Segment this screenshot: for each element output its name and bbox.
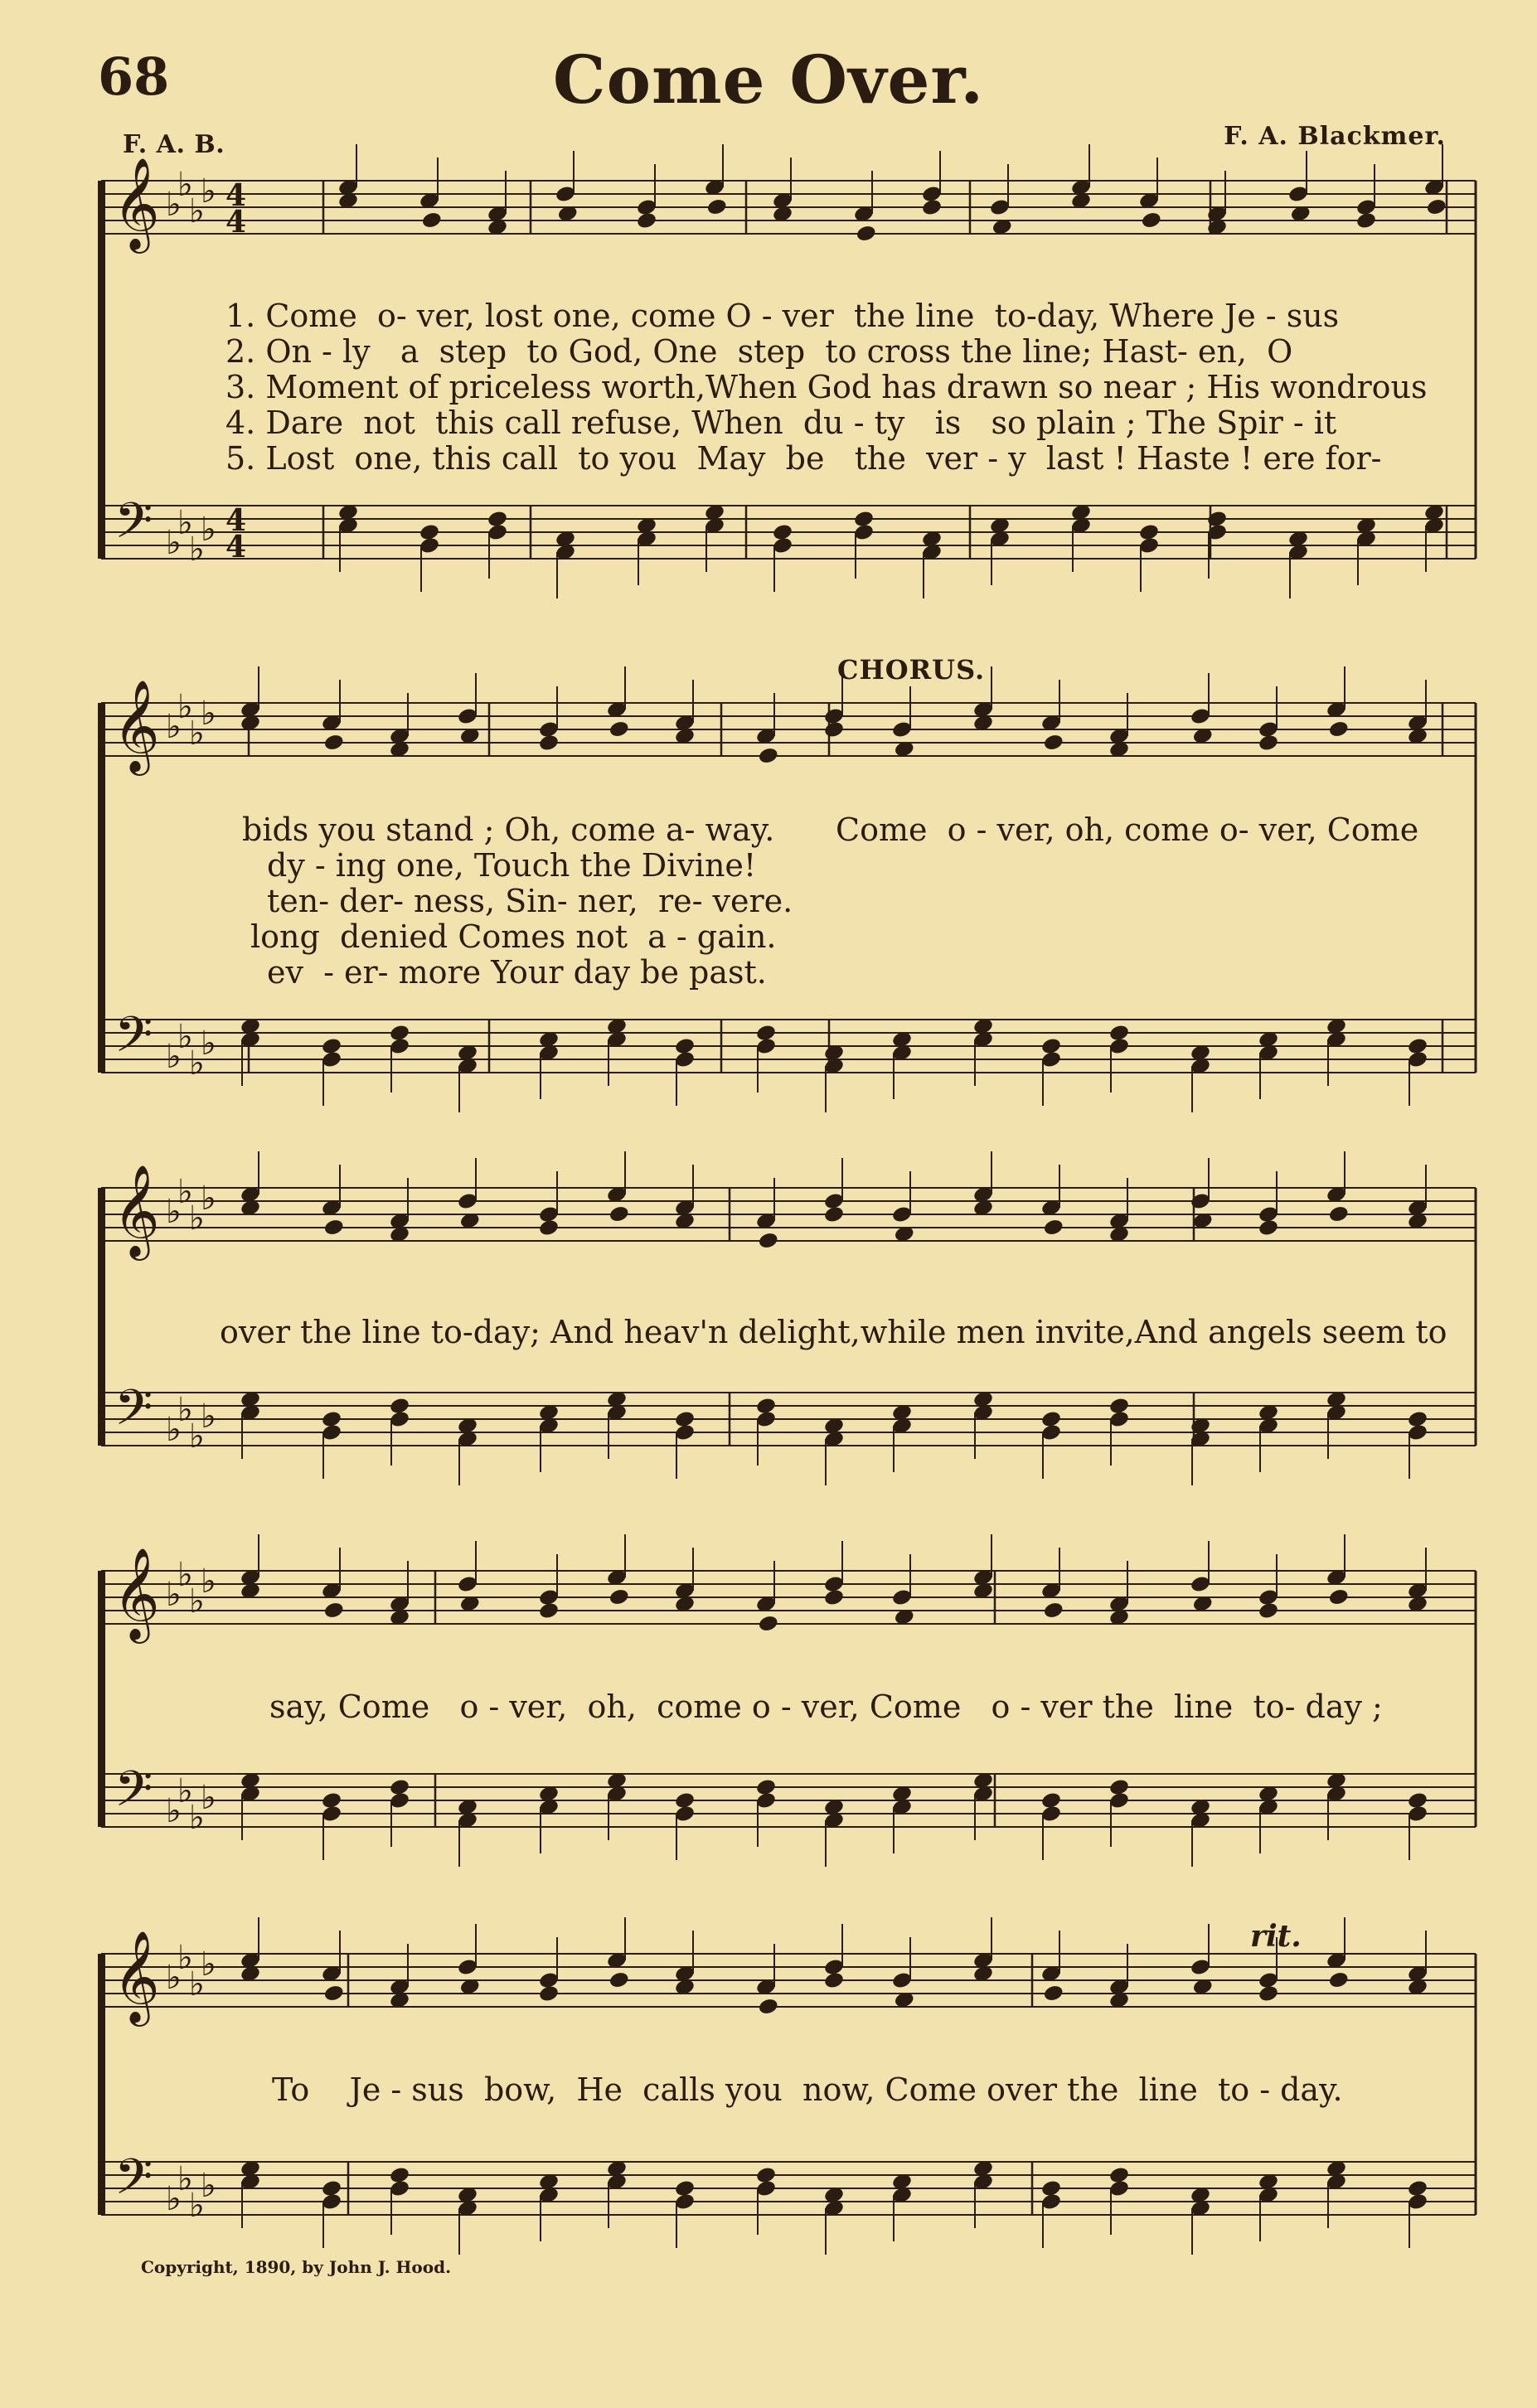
hymn-title: Come Over.	[552, 41, 985, 119]
notehead	[421, 211, 443, 230]
notehead	[823, 1971, 845, 1990]
flat-icon: ♭	[177, 2160, 193, 2198]
notehead	[1043, 1601, 1064, 1620]
notehead	[758, 1997, 779, 2016]
flat-icon: ♭	[201, 695, 216, 733]
flat-icon: ♭	[201, 172, 216, 211]
notehead	[608, 1587, 630, 1606]
verse-line-5: 5. Lost one, this call to you May be the ver - y last ! Haste ! ere for-	[225, 440, 1382, 477]
flat-icon: ♭	[166, 2180, 182, 2218]
notehead	[921, 198, 943, 217]
notehead	[1328, 1587, 1350, 1606]
notehead	[823, 1588, 845, 1607]
verse-end-5: ev - er- more Your day be past.	[267, 954, 767, 991]
flat-icon: ♭	[166, 186, 182, 224]
verse-end-4: long denied Comes not a - gain.	[250, 918, 777, 955]
flat-icon: ♭	[189, 1044, 205, 1083]
flat-icon: ♭	[201, 1945, 216, 1984]
flat-icon: ♭	[189, 715, 205, 753]
verse-line-1: 1. Come o- ver, lost one, come O - ver the line to-day, Where Je - sus	[225, 298, 1340, 334]
flat-icon: ♭	[201, 511, 216, 549]
treble-clef-icon: 𝄞	[113, 1164, 160, 1257]
notehead	[1328, 1970, 1350, 1989]
flat-icon: ♭	[177, 1018, 193, 1056]
flat-icon: ♭	[177, 504, 193, 542]
flat-icon: ♭	[166, 1792, 182, 1830]
flat-icon: ♭	[189, 1965, 205, 2003]
notehead	[758, 1614, 779, 1633]
flat-icon: ♭	[177, 1173, 193, 1211]
chorus-lyric-2: say, Come o - ver, oh, come o - ver, Come o - ver the line to- day ;	[269, 1689, 1383, 1725]
notehead	[1043, 1984, 1064, 2003]
flat-icon: ♭	[166, 1193, 182, 1231]
notehead	[1258, 1601, 1279, 1621]
notehead	[1328, 719, 1350, 739]
flat-icon: ♭	[189, 1199, 205, 1238]
notehead	[538, 1219, 560, 1238]
verse-end-3: ten- der- ness, Sin- ner, re- vere.	[267, 883, 793, 919]
notehead	[323, 1601, 345, 1620]
flat-icon: ♭	[201, 1779, 216, 1817]
time-signature-digit: 4	[225, 530, 247, 564]
time-signature-digit: 4	[225, 205, 247, 240]
notehead	[1426, 197, 1447, 216]
chorus-lyric-3: To Je - sus bow, He calls you now, Come over the line to - day.	[272, 2071, 1343, 2108]
chorus-start-lyric: Come o - ver, oh, come o- ver, Come	[836, 812, 1419, 848]
notehead	[538, 1601, 560, 1621]
verse-end-1: bids you stand ; Oh, come a- way.	[242, 812, 775, 848]
notehead	[323, 733, 345, 752]
notehead	[1141, 211, 1162, 230]
notehead	[1258, 734, 1279, 753]
verse-line-3: 3. Moment of priceless worth,When God has drawn so near ; His wondrous	[225, 369, 1428, 405]
flat-icon: ♭	[189, 1799, 205, 1837]
treble-clef-icon: 𝄞	[113, 1930, 160, 2023]
system-bracket-3	[98, 1188, 105, 1446]
notehead	[1355, 211, 1377, 230]
treble-clef-icon: 𝄞	[113, 157, 160, 250]
treble-clef-icon: 𝄞	[113, 1547, 160, 1640]
notehead	[1328, 1204, 1350, 1223]
verse-end-2: dy - ing one, Touch the Divine!	[267, 847, 757, 884]
flat-icon: ♭	[189, 531, 205, 569]
treble-clef-icon: 𝄞	[113, 679, 160, 772]
bass-clef-icon: 𝄢	[114, 1005, 153, 1075]
notehead	[1258, 1219, 1279, 1238]
system-bracket-5	[98, 1954, 105, 2215]
lyricist-credit: F. A. B.	[123, 130, 225, 159]
flat-icon: ♭	[177, 688, 193, 726]
flat-icon: ♭	[166, 1959, 182, 1997]
flat-icon: ♭	[166, 1411, 182, 1449]
ritardando-mark: rit.	[1250, 1919, 1302, 1954]
notehead	[323, 1984, 345, 2003]
verse-line-2: 2. On - ly a step to God, One step to cross the line; Hast- en, O	[225, 333, 1293, 370]
notehead	[823, 1205, 845, 1224]
time-signature-digit: 4	[225, 503, 247, 538]
notehead	[636, 211, 657, 230]
flat-icon: ♭	[166, 708, 182, 746]
notehead	[856, 224, 877, 243]
chorus-label: CHORUS.	[837, 654, 986, 686]
notehead	[538, 1984, 560, 2003]
flat-icon: ♭	[177, 1939, 193, 1977]
flat-icon: ♭	[201, 1025, 216, 1063]
treble-staff-1	[101, 181, 1476, 234]
flat-icon: ♭	[166, 524, 182, 562]
flat-icon: ♭	[201, 1398, 216, 1436]
flat-icon: ♭	[177, 1556, 193, 1594]
flat-icon: ♭	[189, 1417, 205, 1456]
composer-credit: F. A. Blackmer.	[1224, 122, 1446, 151]
time-signature-digit: 4	[225, 178, 247, 213]
notehead	[608, 719, 630, 739]
page-number: 68	[98, 46, 170, 107]
notehead	[538, 734, 560, 753]
flat-icon: ♭	[201, 1180, 216, 1218]
system-bracket-4	[98, 1571, 105, 1827]
flat-icon: ♭	[189, 2187, 205, 2225]
bass-clef-icon: 𝄢	[114, 1760, 153, 1829]
notehead	[706, 197, 728, 216]
flat-icon: ♭	[177, 166, 193, 204]
flat-icon: ♭	[177, 1772, 193, 1810]
notehead	[758, 1231, 779, 1250]
notehead	[608, 1970, 630, 1989]
flat-icon: ♭	[189, 1582, 205, 1621]
system-bracket-2	[98, 703, 105, 1073]
notehead	[823, 720, 845, 739]
flat-icon: ♭	[166, 1038, 182, 1076]
flat-icon: ♭	[201, 2167, 216, 2205]
flat-icon: ♭	[189, 192, 205, 230]
bass-clef-icon: 𝄢	[114, 492, 153, 561]
notehead	[758, 746, 779, 765]
notehead	[608, 1204, 630, 1223]
notehead	[1258, 1984, 1279, 2003]
bass-clef-icon: 𝄢	[114, 1378, 153, 1448]
chorus-lyric-1: over the line to-day; And heav'n delight,while men invite,And angels seem to	[220, 1314, 1447, 1350]
copyright-notice: Copyright, 1890, by John J. Hood.	[141, 2257, 452, 2277]
notehead	[1043, 733, 1064, 752]
notehead	[323, 1218, 345, 1237]
bass-clef-icon: 𝄢	[114, 2148, 153, 2217]
verse-line-4: 4. Dare not this call refuse, When du - ty is so plain ; The Spir - it	[225, 405, 1337, 441]
notehead	[1043, 1218, 1064, 1237]
system-bracket-1	[98, 181, 105, 559]
flat-icon: ♭	[201, 1563, 216, 1601]
flat-icon: ♭	[166, 1576, 182, 1614]
flat-icon: ♭	[177, 1391, 193, 1429]
